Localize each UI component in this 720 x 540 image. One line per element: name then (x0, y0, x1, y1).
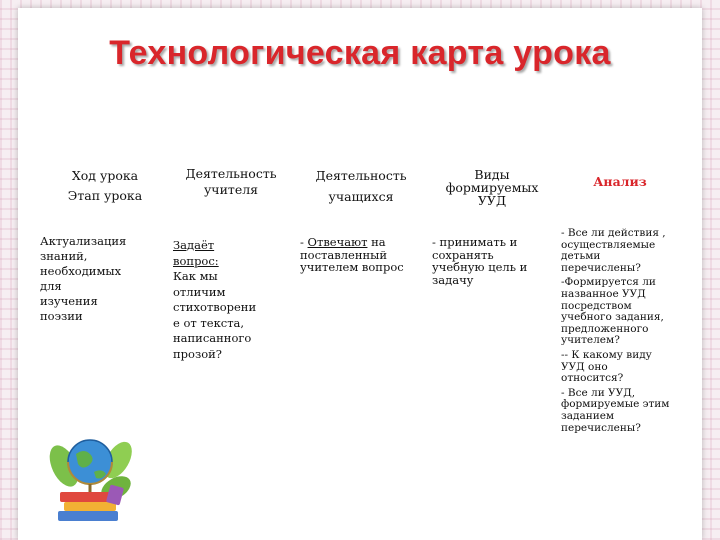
cell-line: осуществляемые (561, 238, 656, 251)
cell-line: формируемые этим (561, 398, 670, 411)
cell-line: Задаёт (173, 238, 215, 252)
cell-stage (40, 234, 160, 324)
cell-line: УУД оно (561, 360, 608, 373)
cell-line: посредством (561, 299, 632, 312)
header-teacher-activity (176, 166, 286, 198)
cell-teacher (173, 238, 283, 362)
cell-text: - (300, 235, 308, 249)
cell-line: Как мы (173, 269, 218, 283)
cell-students (300, 236, 420, 274)
cell-line: для (40, 279, 62, 293)
cell-line: стихотворени (173, 300, 257, 314)
cell-line: Актуализация (40, 234, 127, 248)
cell-line: вопрос: (173, 253, 219, 268)
cell-line: детьми (561, 250, 601, 263)
header-text: Деятельность (185, 166, 277, 181)
header-text: Этап урока (67, 188, 143, 203)
header-text: Ход урока (71, 168, 139, 183)
header-text: УУД (477, 193, 507, 208)
cell-line: названное УУД (561, 287, 646, 300)
cell-line: знаний, (40, 249, 88, 263)
globe-books-icon (46, 426, 136, 526)
cell-text: Отвечают (307, 235, 368, 249)
cell-line: - принимать и (432, 235, 518, 249)
cell-line: -Формируется ли (561, 276, 656, 289)
cell-line: предложенного (561, 322, 649, 335)
cell-line: отличим (173, 284, 226, 299)
cell-line: изучения (40, 294, 98, 308)
cell-line: перечислены? (561, 261, 641, 274)
cell-line: прозой? (173, 346, 222, 361)
cell-line: - Все ли УУД, (561, 386, 636, 399)
header-analysis: Анализ (593, 174, 647, 189)
cell-line: -- К какому виду (561, 348, 652, 361)
header-text: Деятельность (315, 168, 407, 183)
header-text: учащихся (328, 189, 394, 204)
cell-line: - Все ли действия , (561, 227, 666, 239)
cell-line: перечислены? (561, 421, 641, 434)
header-text: Виды (474, 167, 510, 182)
cell-line: сохранять (432, 247, 494, 262)
page-title: Технологическая карта урока (109, 34, 611, 72)
header-text: формируемых (445, 180, 539, 195)
cell-line (300, 236, 420, 249)
cell-line: заданием (561, 409, 615, 422)
cell-line: учебную цель и (432, 260, 528, 274)
cell-uud (432, 236, 557, 286)
cell-line: поставленный (300, 247, 387, 262)
cell-line: учителем? (561, 334, 620, 347)
header-student-activity (306, 168, 416, 205)
cell-line: учителем вопрос (300, 260, 404, 274)
cell-analysis (561, 228, 699, 434)
cell-line: задачу (432, 272, 474, 287)
cell-text: на (367, 235, 386, 249)
cell-line: написанного (173, 331, 252, 345)
cell-line: необходимых (40, 264, 122, 278)
slide (18, 8, 702, 540)
header-lesson-course (50, 168, 160, 204)
cell-line: е от текста, (173, 315, 245, 330)
cell-line: относится? (561, 372, 624, 385)
cell-line: поэзии (40, 309, 83, 323)
cell-line: учебного задания, (561, 311, 664, 324)
header-text: учителя (203, 182, 259, 197)
header-uud-types (430, 168, 554, 207)
